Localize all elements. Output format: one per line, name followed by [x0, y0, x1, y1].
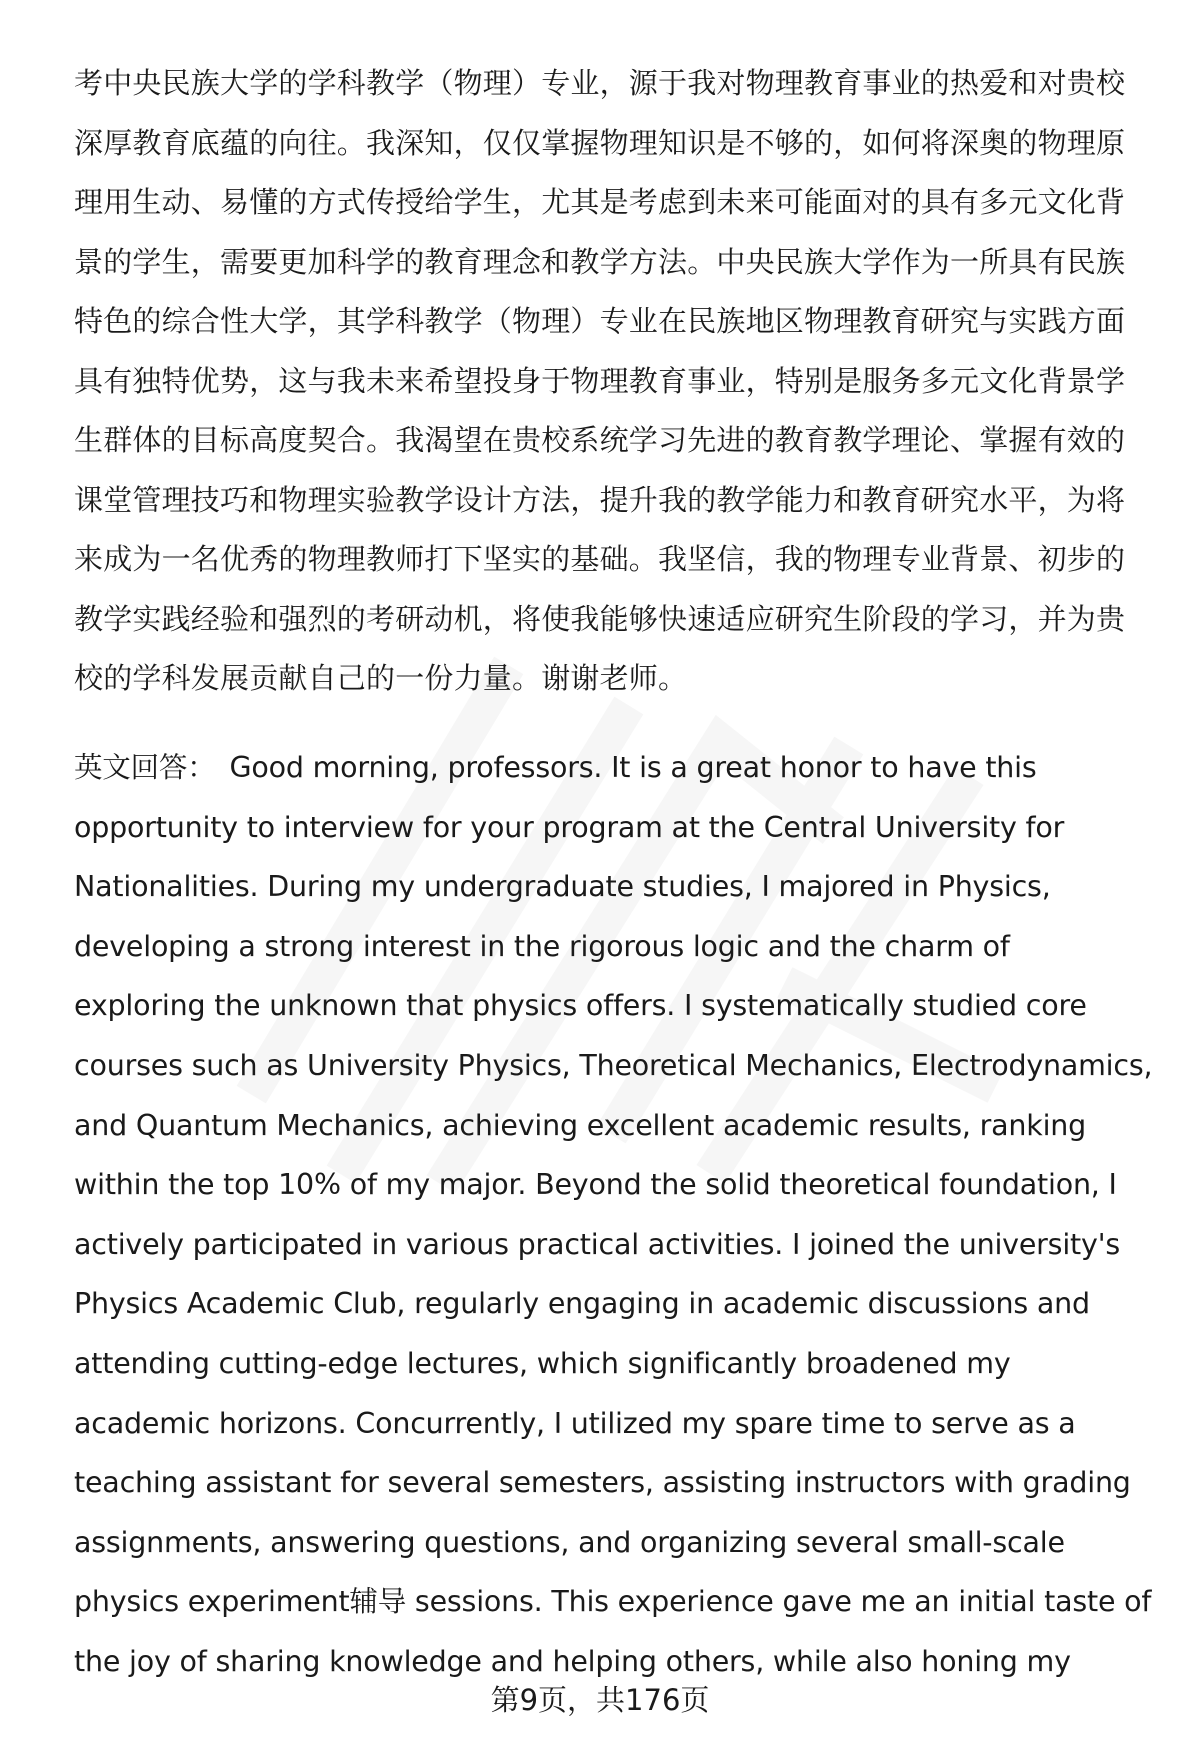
- page-number-footer: 第9页，共176页: [490, 1683, 710, 1717]
- english-text-line: Nationalities. During my undergraduate studies, I majored in Physics,: [74, 870, 1051, 904]
- english-text-line: physics experiment辅导 sessions. This experience gave me an initial taste of: [74, 1585, 1152, 1619]
- english-answer-paragraph: [74, 738, 1164, 1692]
- chinese-text-line: 教学实践经验和强烈的考研动机，将使我能够快速适应研究生阶段的学习，并为贵: [74, 601, 1126, 636]
- english-text-line: actively participated in various practical activities. I joined the university's: [74, 1227, 1120, 1261]
- english-text-line: opportunity to interview for your program at the Central University for: [74, 810, 1065, 844]
- english-first-line: [74, 738, 1164, 798]
- chinese-text-line: 理用生动、易懂的方式传授给学生，尤其是考虑到未来可能面对的具有多元文化背: [74, 185, 1126, 219]
- chinese-text-line: 深厚教育底蕴的向往。我深知，仅仅掌握物理知识是不够的，如何将深奥的物理原: [74, 125, 1126, 160]
- chinese-text-line: 考中央民族大学的学科教学（物理）专业，源于我对物理教育事业的热爱和对贵校: [74, 66, 1126, 100]
- english-text-line: teaching assistant for several semesters, assisting instructors with grading: [74, 1466, 1131, 1500]
- english-text-line: assignments, answering questions, and organizing several small-scale: [74, 1525, 1065, 1559]
- chinese-text-line: 课堂管理技巧和物理实验教学设计方法，提升我的教学能力和教育研究水平，为将: [74, 482, 1126, 517]
- english-text-line: exploring the unknown that physics offers. I systematically studied core: [74, 989, 1087, 1023]
- english-text-line: attending cutting-edge lectures, which significantly broadened my: [74, 1346, 1011, 1380]
- english-text-line: and Quantum Mechanics, achieving excellent academic results, ranking: [74, 1108, 1087, 1142]
- chinese-text-line: 具有独特优势，这与我未来希望投身于物理教育事业，特别是服务多元文化背景学: [74, 363, 1126, 398]
- english-text-line: Physics Academic Club, regularly engaging in academic discussions and: [74, 1287, 1090, 1321]
- chinese-answer-paragraph: [74, 54, 1154, 709]
- chinese-text-line: 景的学生，需要更加科学的教育理念和教学方法。中央民族大学作为一所具有民族: [74, 244, 1126, 279]
- english-text-line: the joy of sharing knowledge and helping others, while also honing my: [74, 1644, 1071, 1678]
- english-text-line: courses such as University Physics, Theoretical Mechanics, Electrodynamics,: [74, 1048, 1153, 1082]
- english-text-line: Good morning, professors. It is a great honor to have this: [229, 751, 1037, 784]
- chinese-text-line: 校的学科发展贡献自己的一份力量。谢谢老师。: [74, 661, 688, 695]
- english-text-line: developing a strong interest in the rigorous logic and the charm of: [74, 929, 1010, 963]
- chinese-text-line: 特色的综合性大学，其学科教学（物理）专业在民族地区物理教育研究与实践方面: [74, 304, 1126, 338]
- english-text-line: within the top 10% of my major. Beyond the solid theoretical foundation, I: [74, 1168, 1117, 1202]
- chinese-text-line: 生群体的目标高度契合。我渴望在贵校系统学习先进的教育教学理论、掌握有效的: [74, 423, 1126, 457]
- english-answer-label: 英文回答：: [74, 751, 216, 784]
- chinese-text-line: 来成为一名优秀的物理教师打下坚实的基础。我坚信，我的物理专业背景、初步的: [74, 542, 1126, 576]
- english-text-line: academic horizons. Concurrently, I utilized my spare time to serve as a: [74, 1406, 1076, 1440]
